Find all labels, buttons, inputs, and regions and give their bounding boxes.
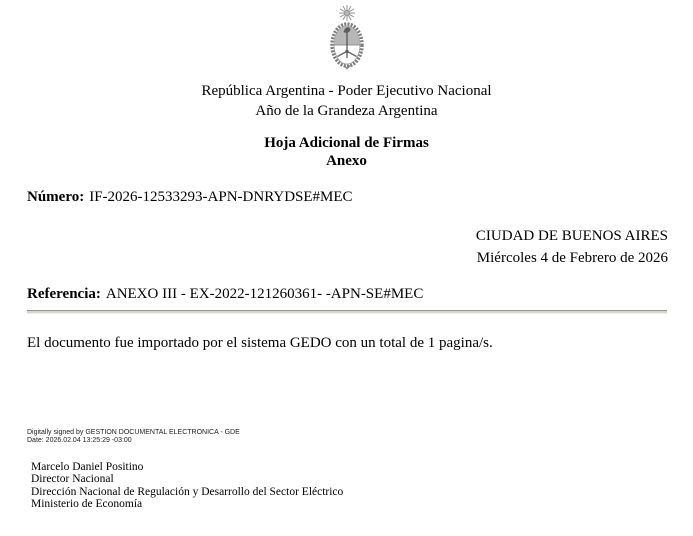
reference-label: Referencia: <box>27 286 101 302</box>
number-value: IF-2026-12533293-APN-DNRYDSE#MEC <box>89 189 353 205</box>
city-line: CIUDAD DE BUENOS AIRES <box>475 228 668 244</box>
import-statement: El documento fue importado por el sistema GEDO con un total de 1 pagina/s. <box>27 335 493 351</box>
document-subtitle: Anexo <box>326 153 367 169</box>
digital-signature-stamp <box>27 429 240 444</box>
horizontal-divider <box>27 310 667 314</box>
signer-block <box>31 461 343 510</box>
digital-signature-line1: Digitally signed by GESTION DOCUMENTAL ELECTRONICA - GDE <box>27 429 240 436</box>
reference-value: ANEXO III - EX-2022-121260361- -APN-SE#MEC <box>105 286 424 302</box>
signer-title: Director Nacional <box>31 473 114 486</box>
signer-office: Dirección Nacional de Regulación y Desarrollo del Sector Eléctrico <box>31 485 344 498</box>
number-row <box>27 189 353 206</box>
header-republic-line: República Argentina - Poder Ejecutivo Nacional <box>201 83 492 99</box>
document-title: Hoja Adicional de Firmas <box>264 135 429 151</box>
date-line: Miércoles 4 de Febrero de 2026 <box>476 250 668 266</box>
signer-ministry: Ministerio de Economía <box>31 497 143 510</box>
signer-name: Marcelo Daniel Positino <box>31 461 144 473</box>
header-year-line: Año de la Grandeza Argentina <box>255 103 438 119</box>
argentina-coat-of-arms-icon <box>318 4 376 79</box>
number-label: Número: <box>27 189 85 205</box>
reference-row <box>27 286 423 303</box>
digital-signature-line2: Date: 2026.02.04 13:25:29 -03:00 <box>27 436 132 444</box>
